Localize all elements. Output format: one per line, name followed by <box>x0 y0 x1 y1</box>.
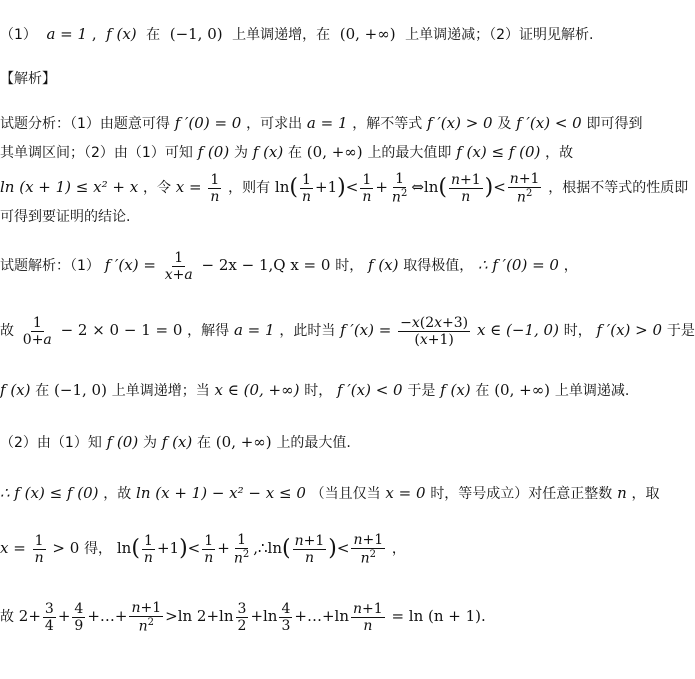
text: ， <box>563 258 578 274</box>
text: 其单调区间；（2）由（1）可知 <box>0 145 193 161</box>
text: 在 <box>288 145 303 161</box>
text: ，故 <box>103 486 132 502</box>
text: 上单调递增；当 <box>111 383 210 399</box>
math: f (x) <box>368 256 399 274</box>
text: ，解得 <box>187 323 230 339</box>
text: 时， <box>563 323 592 339</box>
math: (0, +∞) <box>306 143 363 161</box>
math-interval: (−1, 0) <box>169 25 223 43</box>
math: f (x) <box>252 143 284 161</box>
text: 上单调递减；（2）证明见解析. <box>405 27 594 43</box>
math: x = <box>0 539 26 557</box>
text: ，故 <box>545 145 574 161</box>
solution-line-5 <box>0 483 660 504</box>
math: x = 0 <box>385 484 426 502</box>
solution-line-1 <box>0 248 578 283</box>
math: x = <box>175 178 202 196</box>
text: 试题分析：（1）由题意可得 <box>0 116 170 132</box>
text: 取得极值， <box>403 258 474 274</box>
text: . <box>481 607 486 625</box>
text: 即可得到 <box>586 116 643 132</box>
math: a = 1 <box>233 321 275 339</box>
text: ，可求出 <box>246 116 303 132</box>
text: 在 <box>475 383 490 399</box>
math: f ′(x) > 0 <box>596 321 663 339</box>
math: n <box>617 484 627 502</box>
solution-line-3 <box>0 380 629 401</box>
text: 在 <box>146 27 161 43</box>
text: 于是 <box>407 383 436 399</box>
solution-line-2 <box>0 310 695 351</box>
text: ，此时当 <box>279 323 336 339</box>
text: 在 <box>197 435 212 451</box>
math: (0, +∞) <box>494 381 551 399</box>
solution-line-7 <box>0 596 486 637</box>
math-f-x: f (x) <box>106 25 137 43</box>
fraction: $\frac{1}{n}$ <box>34 532 44 566</box>
math-a-eq: a = 1 <box>46 25 88 43</box>
math: f (0) <box>106 433 139 451</box>
text: 上的最大值. <box>276 435 351 451</box>
math-interval: (0, +∞) <box>339 25 396 43</box>
math: x ∈ (−1, 0) <box>476 321 559 339</box>
math: f ′(0) = 0 <box>174 114 242 132</box>
text: 故 <box>0 609 14 625</box>
math: f ′(x) = <box>340 321 392 339</box>
fraction: $\frac{1}{x+a}$ <box>164 249 193 283</box>
text: 时， <box>304 383 333 399</box>
math: f ′(x) < 0 <box>516 114 582 132</box>
part-label: （1） <box>0 27 37 43</box>
fraction: $\frac{1}{n}$ <box>210 171 220 205</box>
text: 上的最大值即 <box>367 145 452 161</box>
text: 时， <box>335 258 364 274</box>
solution-line-4 <box>0 432 351 453</box>
answer-line: （1） a = 1 , f (x) 在 (−1, 0) 上单调递增，在 (0, +∞) 上单调递减；（2）证明见解析. <box>0 25 594 43</box>
text: 时，等号成立）对任意正整数 <box>430 486 613 502</box>
text: 为 <box>233 145 248 161</box>
text: 上单调递减. <box>554 383 630 399</box>
math: f (x) <box>161 433 193 451</box>
math: = ln (n + 1) <box>391 607 482 625</box>
text: 上单调递增，在 <box>232 27 331 43</box>
math: a = 1 <box>306 114 348 132</box>
text: 及 <box>497 116 512 132</box>
math: − 2x − 1,Q x = 0 <box>201 256 331 274</box>
text: 于是 <box>666 323 695 339</box>
text: ， <box>391 541 406 557</box>
section-title: 【解析】 <box>0 71 56 87</box>
math: > 0 <box>52 539 80 557</box>
math: f ′(x) = <box>104 256 156 274</box>
text: （2）由（1）知 <box>0 435 102 451</box>
math-sum: 2+ $\frac{3}{4}$ + $\frac{4}{9}$ +…+ $\frac{n+1}{n^2}$ >ln 2+ln $\frac{3}{2}$ +ln $\frac{4}{3}$ +…+ln $\frac{n+1}{n}$ <box>18 599 383 635</box>
fraction: $\frac{1}{0+a}$ <box>22 314 52 348</box>
math: f (x) ≤ f (0) <box>456 143 541 161</box>
text: 在 <box>35 383 50 399</box>
text: （当且仅当 <box>310 486 381 502</box>
analysis-line-2 <box>0 142 573 163</box>
text: ，则有 <box>228 180 271 196</box>
text: ，解不等式 <box>352 116 423 132</box>
math: ∴ f ′(0) = 0 <box>478 256 559 274</box>
fraction: $\frac{-x(2x+3)}{(x+1)}$ <box>400 314 469 348</box>
math: ln (x + 1) ≤ x² + x <box>0 178 139 196</box>
math-inequality: ln( $\frac{1}{n}$ +1)< $\frac{1}{n}$ + $\frac{1}{n^2}$ ,∴ln( $\frac{n+1}{n}$ )< $\frac{n+1}{n^2}$ <box>116 531 384 567</box>
text: ，根据不等式的性质即 <box>548 180 689 196</box>
math: f ′(x) < 0 <box>337 381 403 399</box>
math: f (x) <box>0 381 31 399</box>
text: ，令 <box>142 180 171 196</box>
math: (0, +∞) <box>215 433 272 451</box>
text: 试题解析：（1） <box>0 258 100 274</box>
math: f ′(x) > 0 <box>427 114 493 132</box>
text: 得， <box>84 541 113 557</box>
math: f (x) <box>440 381 471 399</box>
analysis-line-1 <box>0 113 642 134</box>
math: − 2 × 0 − 1 = 0 <box>60 321 183 339</box>
math: ln (x + 1) − x² − x ≤ 0 <box>136 484 306 502</box>
math-inequality: ln( $\frac{1}{n}$ +1)< $\frac{1}{n}$ + $\frac{1}{n^2}$ ⇔ln( $\frac{n+1}{n}$ )< $\frac{n+1}{n^2}$ <box>274 170 540 206</box>
math: ∴ f (x) ≤ f (0) <box>0 484 99 502</box>
text: 故 <box>0 323 14 339</box>
solution-line-6 <box>0 528 406 569</box>
math: f (0) <box>197 143 230 161</box>
text: ，取 <box>631 486 660 502</box>
analysis-line-3 <box>0 170 688 205</box>
analysis-line-4: 可得到要证明的结论. <box>0 209 131 225</box>
math: (−1, 0) <box>54 381 107 399</box>
math: x ∈ (0, +∞) <box>214 381 300 399</box>
text: 为 <box>142 435 157 451</box>
